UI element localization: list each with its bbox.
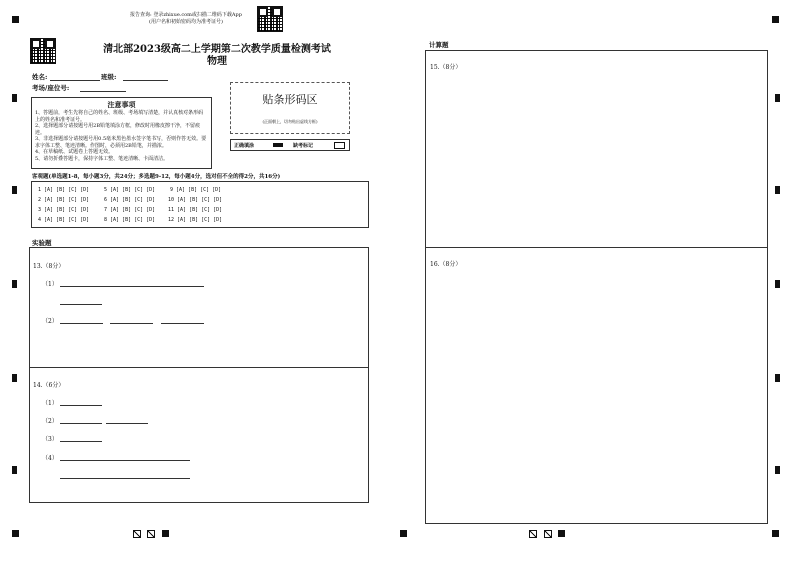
class-field[interactable] [123,80,168,81]
q14-part4-label: （4） [42,455,58,462]
class-label: 班级: [101,73,117,81]
option-row[interactable]: 6 [A] [B] [C] [D] [104,197,156,203]
notice-title: 注意事项 [107,100,136,109]
q13-part1-blank-a[interactable] [60,286,204,287]
page-marker-slash [147,530,155,538]
corner-mark-tr [772,16,779,23]
option-row[interactable]: 5 [A] [B] [C] [D] [104,187,156,193]
absent-mark-checkbox[interactable] [334,142,345,149]
edge-mark-r2 [775,186,780,194]
q14-part4-blank-a[interactable] [60,460,190,461]
page-marker-slash [133,530,141,538]
room-seat-field[interactable] [80,91,126,92]
app-qr-code-icon [257,6,283,32]
option-row[interactable]: 4 [A] [B] [C] [D] [38,217,90,223]
q14-part1-label: （1） [42,400,58,407]
q14-part3-label: （3） [42,436,58,443]
notice-item: 4、在草稿纸、试题卷上答题无效。 [35,149,114,155]
absent-mark-label: 缺考标记 [293,143,314,149]
q13-part2-blank-b[interactable] [110,323,153,324]
exam-subject: 物理 [207,56,227,67]
edge-mark-r1 [775,94,780,102]
page-marker-slash [529,530,537,538]
q13-label: 13.（8分） [33,263,65,270]
barcode-area [230,82,350,134]
edge-mark-r3 [775,280,780,288]
barcode-title: 贴条形码区 [262,93,318,106]
page-marker-slash [544,530,552,538]
q13-part1-blank-b[interactable] [60,304,102,305]
name-field[interactable] [50,80,100,81]
q13-part2-blank-c[interactable] [161,323,204,324]
q13-part2-label: （2） [42,318,58,325]
q15-label: 15.（8分） [430,64,462,71]
q13-part2-blank-a[interactable] [60,323,103,324]
q16-label: 16.（8分） [430,261,462,268]
q13-part1-label: （1） [42,281,58,288]
q16-answer-box[interactable] [425,247,768,524]
calculation-heading: 计算题 [429,41,449,49]
option-row[interactable]: 11 [A] [B] [C] [D] [168,207,223,213]
corner-mark-br [772,530,779,537]
q14-part2-label: （2） [42,418,58,425]
q14-answer-box [29,367,369,503]
option-row[interactable]: 9 [A] [B] [C] [D] [170,187,222,193]
option-row[interactable]: 7 [A] [B] [C] [D] [104,207,156,213]
edge-mark-r5 [775,466,780,474]
edge-mark-l2 [12,186,17,194]
exam-title: 清北部2023级高二上学期第二次教学质量检测考试 [103,44,331,55]
notice-item: 3、非选择题部分请按题号用0.5毫米黑色墨水签字笔书写，否则作答无效。要求字体工整、笔迹清晰。作图时，必须用2B铅笔，并描浓。 [35,136,207,149]
q14-part1-blank[interactable] [60,405,102,406]
objective-heading: 客观题(单选题1-8，每小题3分，共24分；多选题9-12，每小题4分，选对但不全的得2分，共16分) [32,174,281,180]
notice-box [31,97,212,169]
edge-mark-r4 [775,374,780,382]
option-row[interactable]: 8 [A] [B] [C] [D] [104,217,156,223]
edge-mark-l3 [12,280,17,288]
report-info-line1: 报告查询: 登录zhixue.com或扫描二维码下载App [130,12,242,18]
correct-fill-label: 正确填涂 [234,143,255,149]
option-row[interactable]: 10 [A] [B] [C] [D] [168,197,223,203]
notice-item: 5、请勿折叠答题卡，保持字体工整、笔迹清晰、卡面清洁。 [35,155,169,162]
correct-fill-sample [273,143,283,147]
room-seat-label: 考场/座位号: [32,84,70,92]
objective-answer-box [31,181,369,228]
fill-legend [230,139,350,151]
barcode-hint: (正面朝上，切勿贴出虚线方框) [262,119,318,124]
option-row[interactable]: 1 [A] [B] [C] [D] [38,187,90,193]
edge-mark-l4 [12,374,17,382]
q14-part2-blank-a[interactable] [60,423,102,424]
corner-mark-bc1 [162,530,169,537]
notice-item: 2、选择题部分请按题号用2B铅笔填涂方框，修改时用橡皮擦干净，不留痕迹。 [35,123,201,136]
corner-mark-bc3 [558,530,565,537]
q15-answer-box[interactable] [425,50,768,248]
option-row[interactable]: 3 [A] [B] [C] [D] [38,207,90,213]
q13-answer-box [29,247,369,368]
corner-mark-tl [12,16,19,23]
option-row[interactable]: 12 [A] [B] [C] [D] [168,217,223,223]
edge-mark-l5 [12,466,17,474]
q14-label: 14.（6分） [33,382,65,389]
q14-part3-blank[interactable] [60,441,102,442]
q14-part4-blank-b[interactable] [60,478,190,479]
edge-mark-l1 [12,94,17,102]
corner-mark-bl [12,530,19,537]
notice-item: 1、答题前，考生先将自己的姓名、班级、考场填写清楚，并认真核对条形码上的姓名和准考证号。 [35,110,204,123]
q14-part2-blank-b[interactable] [106,423,148,424]
corner-mark-bc2 [400,530,407,537]
name-label: 姓名: [32,73,48,81]
report-info-line2: (用户名和初始密码均为准考证号) [149,19,223,25]
experiment-heading: 实验题 [32,239,52,247]
option-row[interactable]: 2 [A] [B] [C] [D] [38,197,90,203]
exam-qr-code-icon [30,38,56,64]
